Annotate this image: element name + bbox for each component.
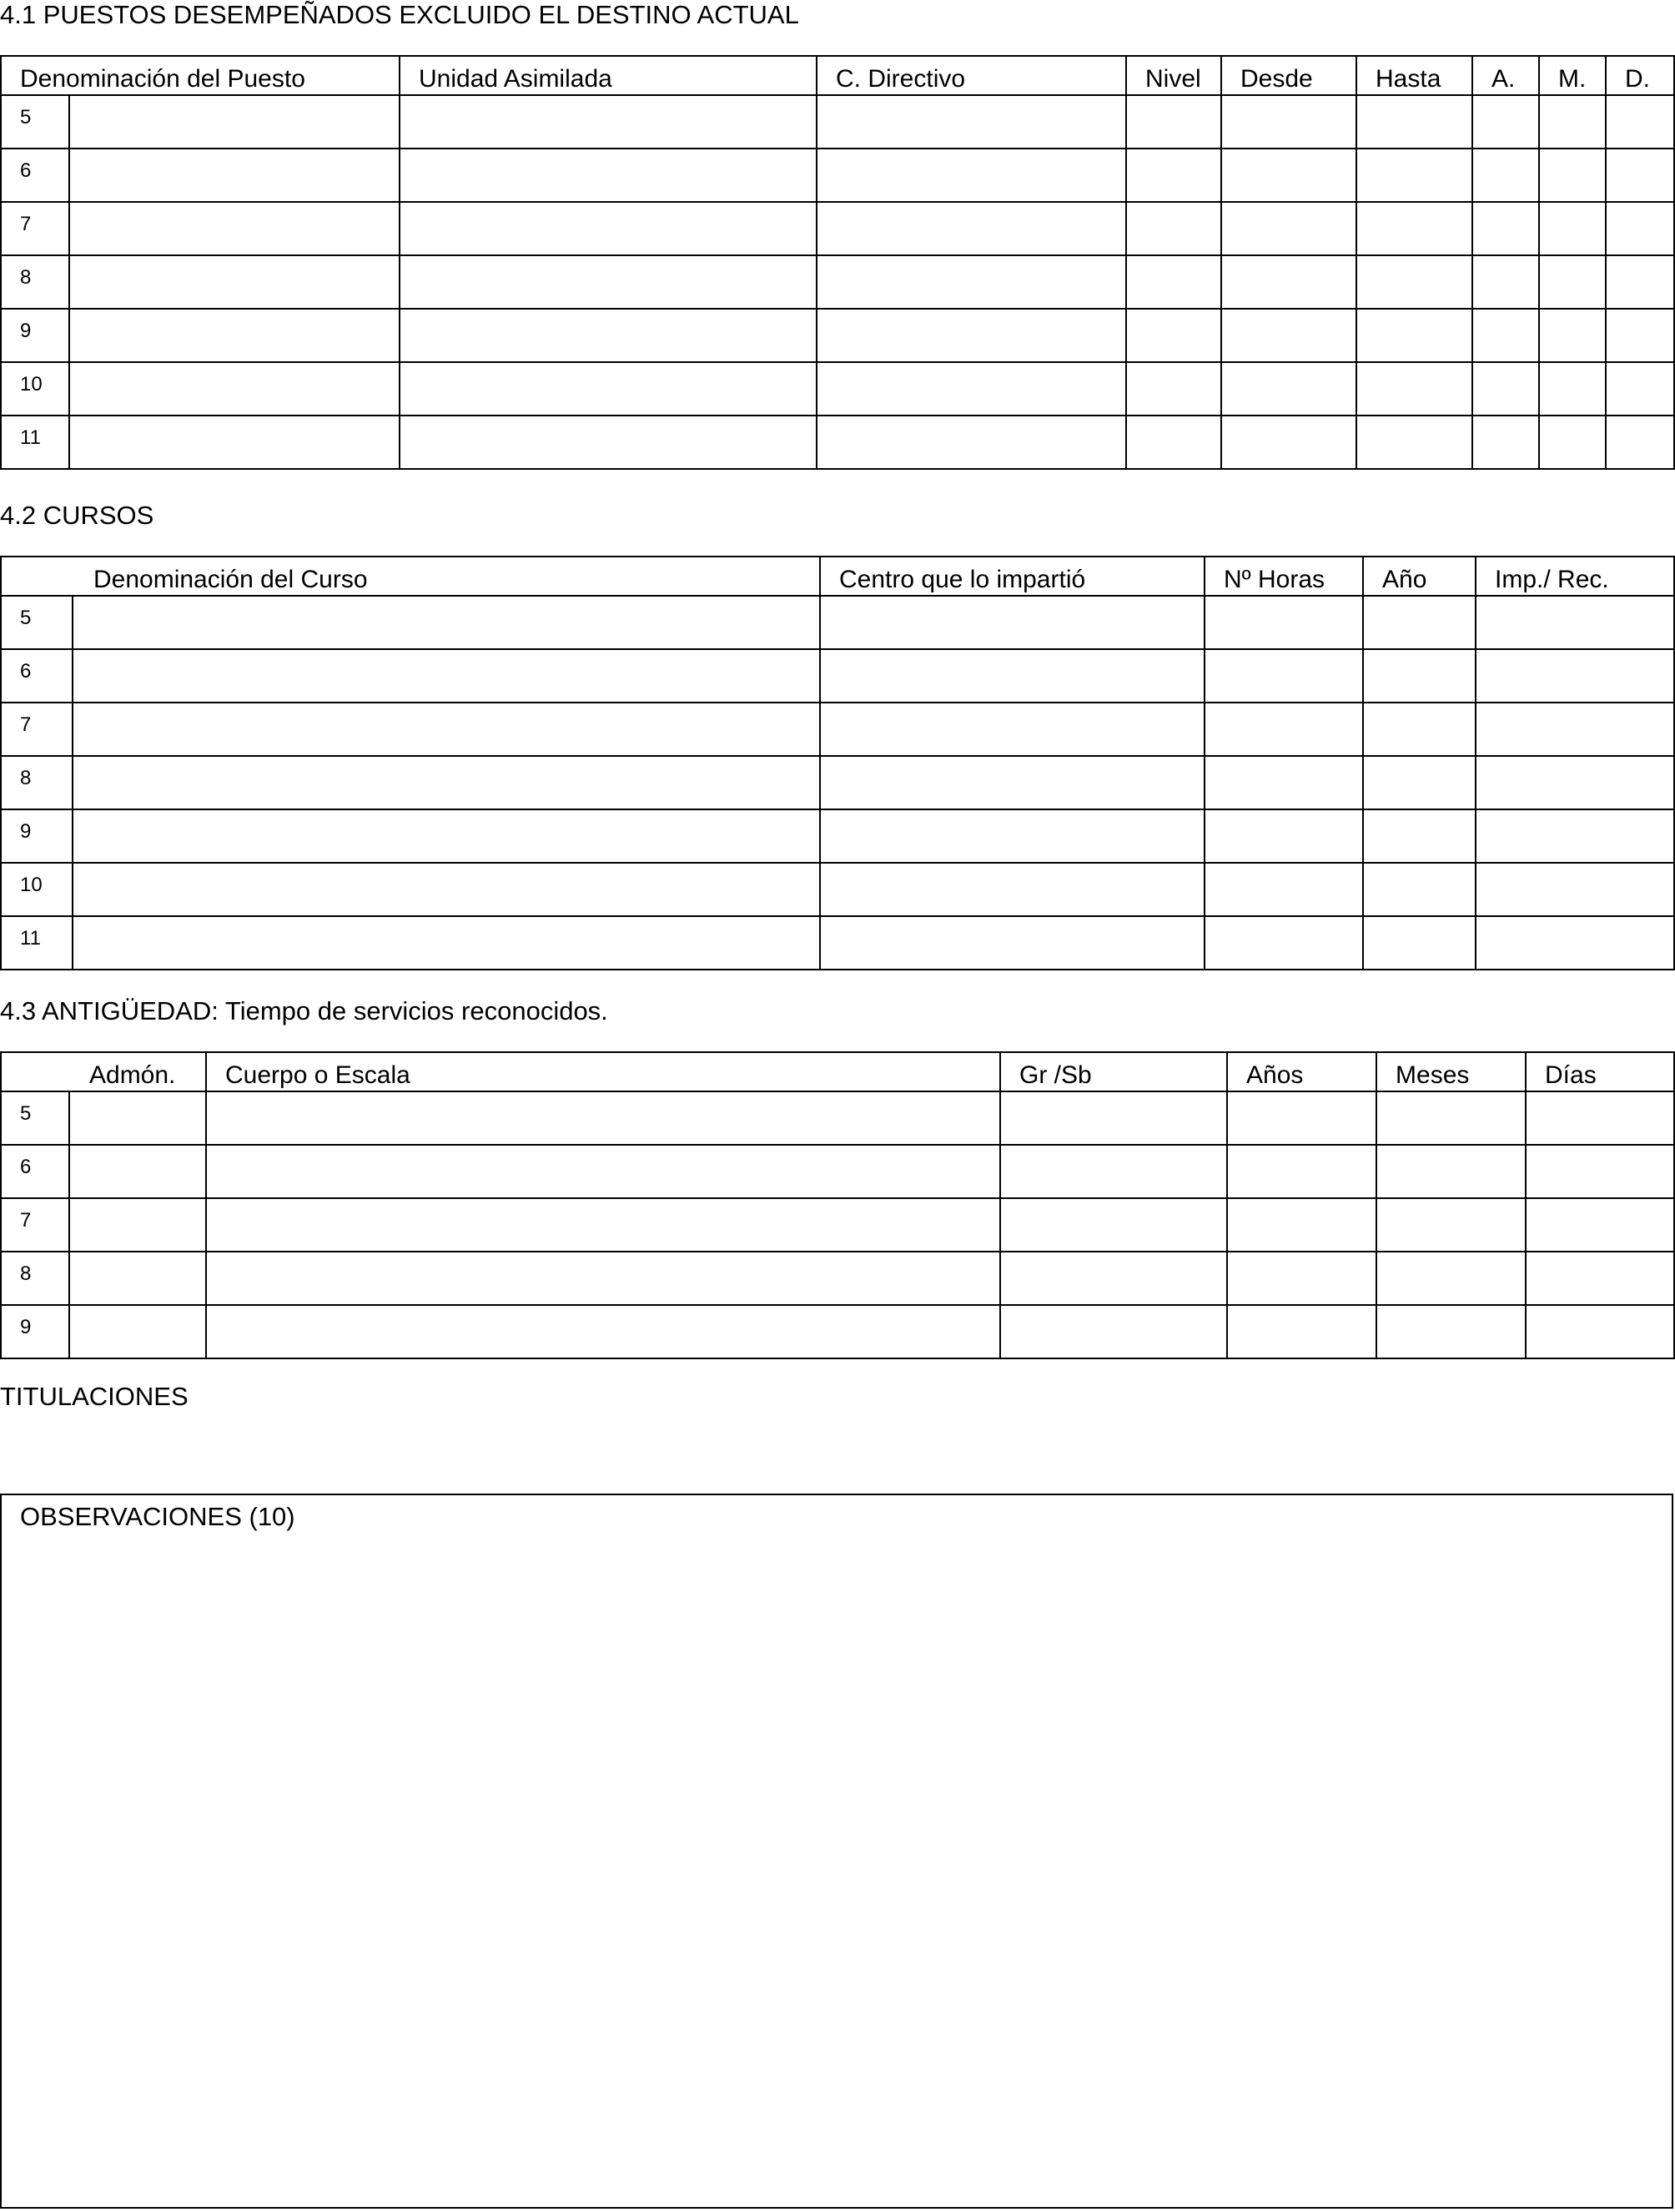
table-row [1, 202, 1674, 255]
header-n-horas: Nº Horas [1205, 557, 1363, 596]
row-number: 8 [1, 255, 69, 309]
cell[interactable] [1376, 1252, 1526, 1305]
cell[interactable] [1356, 95, 1472, 149]
cell[interactable] [1205, 596, 1363, 649]
cell[interactable] [1376, 1305, 1526, 1358]
cell[interactable] [1476, 809, 1674, 863]
row-number: 8 [1, 1252, 69, 1305]
header-desde: Desde [1221, 56, 1356, 95]
cell[interactable] [1539, 149, 1606, 202]
observaciones-label: OBSERVACIONES (10) [20, 1502, 295, 1531]
table-row [1, 863, 1674, 916]
cell[interactable] [1539, 202, 1606, 255]
cell[interactable] [1000, 1252, 1227, 1305]
cell[interactable] [1606, 202, 1674, 255]
cell[interactable] [1126, 202, 1221, 255]
cell[interactable] [1205, 916, 1363, 970]
table-row [1, 1145, 1674, 1198]
puestos-header-row [1, 56, 1674, 95]
cell[interactable] [73, 916, 820, 970]
cell[interactable] [1376, 1145, 1526, 1198]
cell[interactable] [1205, 703, 1363, 756]
row-number: 10 [1, 362, 69, 416]
cell[interactable] [820, 863, 1205, 916]
cell[interactable] [1363, 703, 1476, 756]
row-number: 9 [1, 1305, 69, 1358]
table-row [1, 95, 1674, 149]
row-number: 7 [1, 703, 73, 756]
cell[interactable] [1363, 916, 1476, 970]
cell[interactable] [73, 703, 820, 756]
cell[interactable] [1472, 416, 1539, 469]
row-number: 11 [1, 416, 69, 469]
cell[interactable] [400, 309, 817, 362]
puestos-table [0, 55, 1675, 470]
titulaciones-title: TITULACIONES [0, 1382, 189, 1411]
cell[interactable] [73, 809, 820, 863]
cell[interactable] [1126, 309, 1221, 362]
cell[interactable] [69, 149, 400, 202]
cell[interactable] [1221, 309, 1356, 362]
cell[interactable] [817, 309, 1126, 362]
table-row [1, 149, 1674, 202]
cursos-table [0, 556, 1675, 970]
cell[interactable] [1526, 1252, 1674, 1305]
cell[interactable] [206, 1252, 1000, 1305]
table-row [1, 916, 1674, 970]
cell[interactable] [1227, 1252, 1376, 1305]
cell[interactable] [1476, 916, 1674, 970]
cell[interactable] [400, 95, 817, 149]
cell[interactable] [1606, 416, 1674, 469]
cell[interactable] [1227, 1145, 1376, 1198]
header-a: A. [1472, 56, 1539, 95]
cell[interactable] [1205, 809, 1363, 863]
cell[interactable] [206, 1091, 1000, 1145]
header-centro: Centro que lo impartió [820, 557, 1205, 596]
table-row [1, 1091, 1674, 1145]
cell[interactable] [1472, 202, 1539, 255]
cell[interactable] [1356, 416, 1472, 469]
cell[interactable] [1606, 309, 1674, 362]
header-meses: Meses [1376, 1052, 1526, 1091]
table-row [1, 309, 1674, 362]
cell[interactable] [73, 596, 820, 649]
cell[interactable] [817, 95, 1126, 149]
cell[interactable] [1227, 1198, 1376, 1252]
header-ano: Año [1363, 557, 1476, 596]
row-number: 5 [1, 95, 69, 149]
cell[interactable] [1221, 95, 1356, 149]
cell[interactable] [69, 1252, 206, 1305]
cell[interactable] [1472, 95, 1539, 149]
cell[interactable] [820, 756, 1205, 809]
cell[interactable] [1356, 149, 1472, 202]
cell[interactable] [1126, 95, 1221, 149]
cell[interactable] [1539, 309, 1606, 362]
cell[interactable] [1126, 362, 1221, 416]
cell[interactable] [206, 1305, 1000, 1358]
header-m: M. [1539, 56, 1606, 95]
cell[interactable] [817, 255, 1126, 309]
header-dias: Días [1526, 1052, 1674, 1091]
cell[interactable] [206, 1198, 1000, 1252]
cell[interactable] [69, 1145, 206, 1198]
cell[interactable] [1221, 255, 1356, 309]
table-row [1, 416, 1674, 469]
cell[interactable] [1472, 149, 1539, 202]
table-row [1, 756, 1674, 809]
cell[interactable] [400, 362, 817, 416]
row-number: 8 [1, 756, 73, 809]
table-row [1, 362, 1674, 416]
cell[interactable] [1221, 149, 1356, 202]
cell[interactable] [1126, 416, 1221, 469]
cell[interactable] [69, 1305, 206, 1358]
cell[interactable] [400, 202, 817, 255]
cell[interactable] [1472, 309, 1539, 362]
cell[interactable] [1476, 863, 1674, 916]
header-gr-sb: Gr /Sb [1000, 1052, 1227, 1091]
cell[interactable] [1000, 1091, 1227, 1145]
table-row [1, 1252, 1674, 1305]
table-row [1, 596, 1674, 649]
cell[interactable] [69, 95, 400, 149]
header-cuerpo-escala: Cuerpo o Escala [206, 1052, 1000, 1091]
cell[interactable] [1606, 255, 1674, 309]
cell[interactable] [1356, 255, 1472, 309]
cell[interactable] [1376, 1091, 1526, 1145]
antiguedad-header-row [1, 1052, 1674, 1091]
header-unidad-asimilada: Unidad Asimilada [400, 56, 817, 95]
cell[interactable] [206, 1145, 1000, 1198]
cell[interactable] [1526, 1198, 1674, 1252]
cell[interactable] [817, 362, 1126, 416]
cell[interactable] [820, 596, 1205, 649]
cell[interactable] [69, 309, 400, 362]
cell[interactable] [1126, 255, 1221, 309]
row-number: 9 [1, 809, 73, 863]
cell[interactable] [1606, 362, 1674, 416]
section-41-title: 4.1 PUESTOS DESEMPEÑADOS EXCLUIDO EL DESTINO ACTUAL [0, 0, 799, 29]
cell[interactable] [1227, 1305, 1376, 1358]
cell[interactable] [1526, 1145, 1674, 1198]
cell[interactable] [1476, 756, 1674, 809]
cell[interactable] [69, 202, 400, 255]
cell[interactable] [1363, 863, 1476, 916]
row-number: 7 [1, 202, 69, 255]
header-c-directivo: C. Directivo [817, 56, 1126, 95]
cell[interactable] [1221, 416, 1356, 469]
cell[interactable] [820, 703, 1205, 756]
cell[interactable] [820, 916, 1205, 970]
header-d: D. [1606, 56, 1674, 95]
table-row [1, 1305, 1674, 1358]
cell[interactable] [73, 756, 820, 809]
section-43-title [0, 996, 608, 1026]
cell[interactable] [1221, 362, 1356, 416]
cell[interactable] [1363, 596, 1476, 649]
cell[interactable] [817, 202, 1126, 255]
observaciones-box[interactable] [0, 1494, 1673, 2209]
cell[interactable] [69, 255, 400, 309]
cell[interactable] [69, 416, 400, 469]
row-number: 7 [1, 1198, 69, 1252]
cell[interactable] [1539, 416, 1606, 469]
cell[interactable] [1363, 809, 1476, 863]
table-row [1, 255, 1674, 309]
cell[interactable] [1472, 255, 1539, 309]
cell[interactable] [1606, 95, 1674, 149]
cell[interactable] [1205, 863, 1363, 916]
row-number: 6 [1, 649, 73, 703]
row-number: 9 [1, 309, 69, 362]
header-denominacion-curso: Denominación del Curso [1, 557, 820, 596]
cell[interactable] [1476, 703, 1674, 756]
header-denominacion-puesto: Denominación del Puesto [1, 56, 400, 95]
cell[interactable] [1526, 1091, 1674, 1145]
row-number: 10 [1, 863, 73, 916]
row-number: 5 [1, 1091, 69, 1145]
cell[interactable] [1476, 596, 1674, 649]
header-hasta: Hasta [1356, 56, 1472, 95]
cell[interactable] [1606, 149, 1674, 202]
row-number: 6 [1, 1145, 69, 1198]
section-43-title-main: 4.3 ANTIGÜEDAD: [0, 996, 219, 1025]
cell[interactable] [1000, 1145, 1227, 1198]
table-row [1, 1198, 1674, 1252]
header-imp-rec: Imp./ Rec. [1476, 557, 1674, 596]
cell[interactable] [69, 362, 400, 416]
cell[interactable] [1205, 649, 1363, 703]
cell[interactable] [1227, 1091, 1376, 1145]
section-42-title: 4.2 CURSOS [0, 501, 154, 530]
cell[interactable] [400, 255, 817, 309]
cell[interactable] [1205, 756, 1363, 809]
table-row [1, 649, 1674, 703]
cell[interactable] [69, 1091, 206, 1145]
cell[interactable] [1356, 362, 1472, 416]
row-number: 6 [1, 149, 69, 202]
cell[interactable] [817, 416, 1126, 469]
cell[interactable] [69, 1198, 206, 1252]
cell[interactable] [400, 416, 817, 469]
cell[interactable] [1476, 649, 1674, 703]
cell[interactable] [1472, 362, 1539, 416]
cell[interactable] [1356, 202, 1472, 255]
cell[interactable] [820, 649, 1205, 703]
cell[interactable] [1356, 309, 1472, 362]
cell[interactable] [1000, 1305, 1227, 1358]
cell[interactable] [1363, 756, 1476, 809]
cell[interactable] [820, 809, 1205, 863]
antiguedad-table [0, 1051, 1675, 1359]
cell[interactable] [1539, 255, 1606, 309]
header-anos: Años [1227, 1052, 1376, 1091]
cell[interactable] [73, 649, 820, 703]
cell[interactable] [1363, 649, 1476, 703]
table-row [1, 703, 1674, 756]
cursos-header-row [1, 557, 1674, 596]
cell[interactable] [1539, 362, 1606, 416]
cell[interactable] [1526, 1305, 1674, 1358]
cell[interactable] [817, 149, 1126, 202]
cell[interactable] [1221, 202, 1356, 255]
cell[interactable] [400, 149, 817, 202]
cell[interactable] [1376, 1198, 1526, 1252]
table-row [1, 809, 1674, 863]
row-number: 11 [1, 916, 73, 970]
cell[interactable] [1126, 149, 1221, 202]
header-nivel: Nivel [1126, 56, 1221, 95]
header-admon: Admón. [1, 1052, 206, 1091]
cell[interactable] [1000, 1198, 1227, 1252]
cell[interactable] [73, 863, 820, 916]
row-number: 5 [1, 596, 73, 649]
cell[interactable] [1539, 95, 1606, 149]
section-43-title-sub: Tiempo de servicios reconocidos. [218, 996, 608, 1025]
